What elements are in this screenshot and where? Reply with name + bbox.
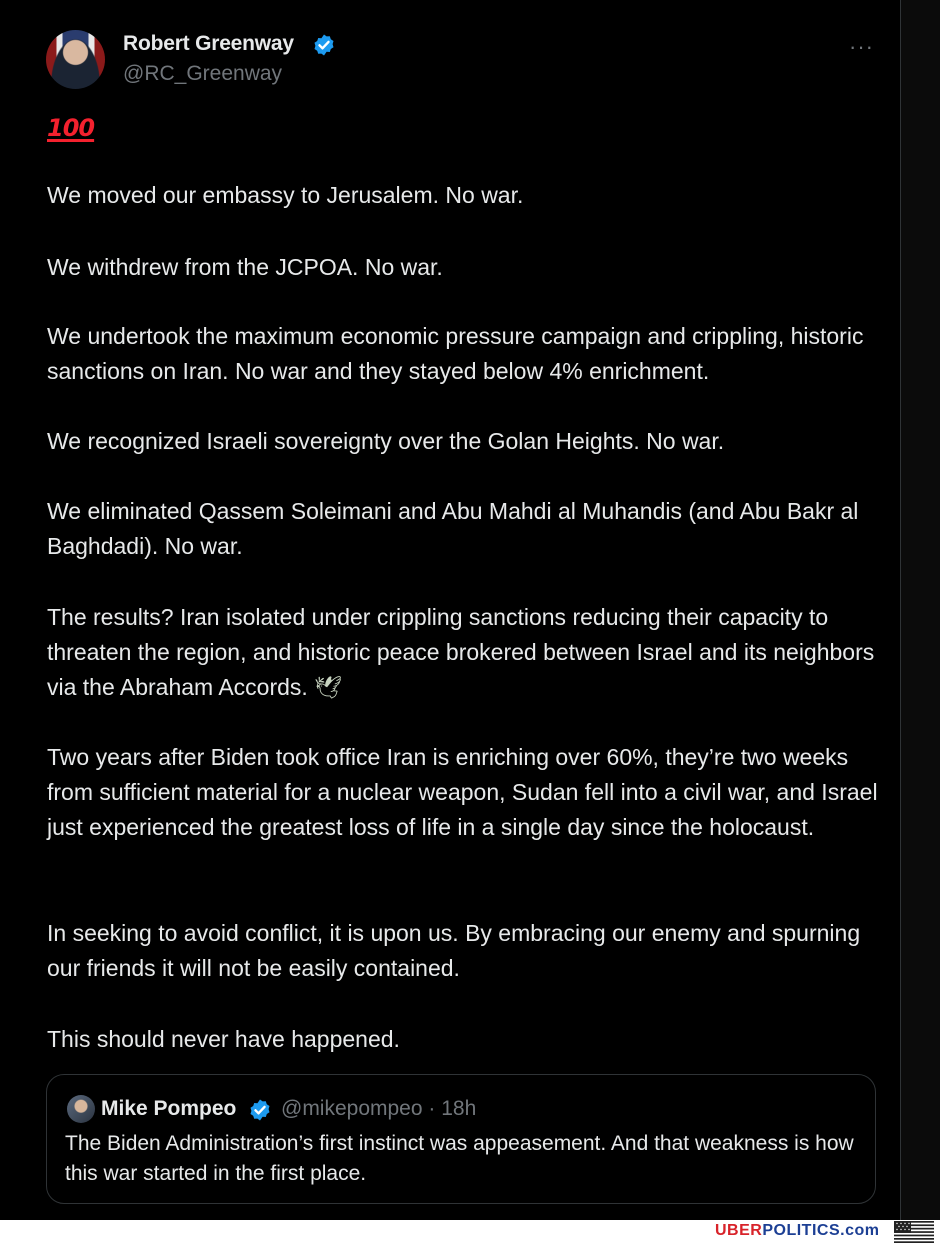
quoted-tweet-text: The Biden Administration’s first instinct was appeasement. And that weakness is how this war started in the first place.	[65, 1132, 854, 1185]
quoted-author-avatar	[67, 1095, 95, 1123]
brand-logo: UBERPOLITICS.com	[715, 1222, 880, 1239]
tweet-paragraph: We moved our embassy to Jerusalem. No war.	[47, 182, 524, 208]
side-panel-edge	[901, 0, 940, 1220]
dove-icon: 🕊	[313, 675, 342, 700]
tweet-paragraph-with-dove	[47, 600, 887, 705]
tweet-paragraph: Two years after Biden took office Iran is enriching over 60%, they’re two weeks from sufficient material for a nuclear weapon, Sudan fell into a civil war, and Israel just experienced the greatest loss of life in a single day since the holocaust.	[47, 744, 878, 840]
us-flag-icon	[894, 1221, 934, 1243]
verified-badge-icon	[312, 33, 336, 57]
author-handle[interactable]: @RC_Greenway	[123, 62, 283, 85]
tweet-paragraph: The results? Iran isolated under crippling sanctions reducing their capacity to threaten the region, and historic peace brokered between Israel and its neighbors via the Abraham Accords.	[47, 604, 875, 700]
tweet-paragraph: We eliminated Qassem Soleimani and Abu Mahdi al Muhandis (and Abu Bakr al Baghdadi). No war.	[47, 498, 859, 559]
author-name[interactable]: Robert Greenway	[123, 32, 294, 55]
quoted-author-handle-time: @mikepompeo · 18h	[281, 1097, 477, 1120]
quoted-tweet[interactable]	[46, 1074, 876, 1204]
tweet-paragraph: We undertook the maximum economic pressure campaign and crippling, historic sanctions on Iran. No war and they stayed below 4% enrichment.	[47, 323, 864, 384]
author-avatar[interactable]	[46, 30, 105, 89]
tweet-paragraph: In seeking to avoid conflict, it is upon us. By embracing our enemy and spurning our friends it will not be easily contained.	[47, 920, 861, 981]
hundred-points-emoji-icon: 100	[47, 114, 95, 142]
tweet-paragraph: We withdrew from the JCPOA. No war.	[47, 254, 443, 280]
quoted-author-name: Mike Pompeo	[101, 1097, 237, 1120]
tweet-paragraph: This should never have happened.	[47, 1026, 400, 1052]
tweet-paragraph: We recognized Israeli sovereignty over the Golan Heights. No war.	[47, 428, 725, 454]
watermark-footer	[0, 1220, 940, 1245]
more-options-icon[interactable]: ···	[849, 34, 874, 59]
verified-badge-icon	[248, 1098, 272, 1122]
